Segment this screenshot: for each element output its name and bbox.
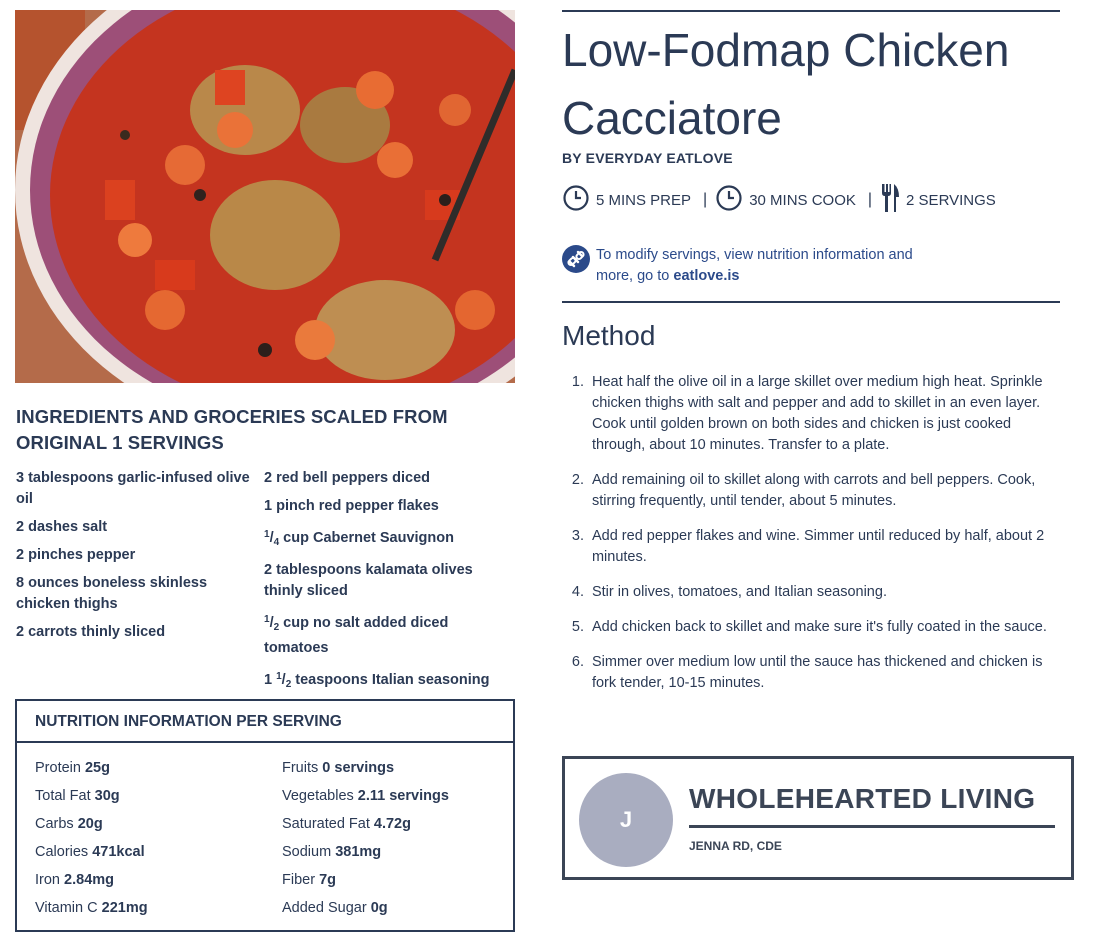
recipe-title: Low-Fodmap Chicken Cacciatore <box>562 24 1010 144</box>
section-divider <box>562 301 1060 303</box>
promo-text <box>596 245 926 287</box>
ingredient-item: 1 pinch red pepper flakes <box>264 498 439 514</box>
brand-name: WHOLEHEARTED LIVING <box>689 783 1036 814</box>
fork-knife-icon <box>880 182 900 218</box>
nutrition-panel <box>15 699 515 932</box>
method-step <box>562 372 1062 456</box>
nutrition-row: Sodium 381mg <box>282 844 382 860</box>
step-text: Add red pepper flakes and wine. Simmer until reduced by half, about 2 minutes. <box>591 528 1045 565</box>
promo-note[interactable] <box>562 245 926 287</box>
step-text: Heat half the olive oil in a large skillet over medium high heat. Sprinkle chicken thighs with salt and pepper and add to skillet in an even layer. Cook until golden brown on both sides and chicken is just cooked through, about 10 minutes. Transfer to a plate. <box>591 374 1043 453</box>
recipe-photo <box>15 10 515 383</box>
nutrition-row: Fiber 7g <box>282 872 336 888</box>
ingredient-item: $^1/_2$ cup no salt added diced tomatoes <box>264 614 449 656</box>
ingredient-item: $^1/_4$ cup Cabernet Sauvignon <box>264 529 454 548</box>
ingredient-item: 2 pinches pepper <box>16 547 136 563</box>
step-text: Stir in olives, tomatoes, and Italian seasoning. <box>591 584 887 600</box>
ingredient-item: 8 ounces boneless skinless chicken thighs <box>16 575 208 612</box>
nutrition-row: Added Sugar 0g <box>282 900 388 916</box>
ingredients-heading: INGREDIENTS AND GROCERIES SCALED FROM ORIGINAL 1 SERVINGS <box>16 406 448 453</box>
nutrition-grid <box>35 758 505 926</box>
ingredient-item: 3 tablespoons garlic-infused olive oil <box>16 470 250 507</box>
brand-card <box>562 756 1074 880</box>
ingredient-item: 1 $^1/_2$ teaspoons Italian seasoning <box>264 671 490 690</box>
step-number: 5. <box>571 619 584 635</box>
brand-underline <box>689 825 1055 828</box>
link-icon <box>562 245 590 273</box>
ingredients-right-column <box>264 468 514 702</box>
ingredient-item: 2 dashes salt <box>16 519 108 535</box>
ingredients-left-column <box>16 468 264 702</box>
avatar: J <box>579 773 673 867</box>
method-step <box>562 582 1062 603</box>
step-text: Simmer over medium low until the sauce has thickened and chicken is fork tender, 10-15 minutes. <box>591 654 1043 691</box>
nutrition-row: Protein 25g <box>35 760 110 776</box>
nutrition-row: Calories 471kcal <box>35 844 145 860</box>
method-step <box>562 652 1062 694</box>
nutrition-row: Vitamin C 221mg <box>35 900 148 916</box>
nutrition-heading: NUTRITION INFORMATION PER SERVING <box>17 701 513 743</box>
brand-subtitle: JENNA RD, CDE <box>689 839 782 853</box>
step-text: Add remaining oil to skillet along with carrots and bell peppers. Cook, stirring frequently, until tender, about 5 minutes. <box>591 472 1036 509</box>
ingredient-item: 2 red bell peppers diced <box>264 470 430 486</box>
step-number: 1. <box>571 374 584 390</box>
method-heading: Method <box>562 320 656 351</box>
recipe-meta <box>562 184 996 216</box>
top-divider <box>562 10 1060 12</box>
recipe-author: BY EVERYDAY EATLOVE <box>562 150 733 166</box>
prep-time: 5 MINS PREP <box>596 191 692 209</box>
nutrition-row: Total Fat 30g <box>35 788 120 804</box>
nutrition-row: Iron 2.84mg <box>35 872 115 888</box>
step-number: 3. <box>571 528 584 544</box>
step-text: Add chicken back to skillet and make sure it's fully coated in the sauce. <box>591 619 1047 635</box>
ingredient-item: 2 carrots thinly sliced <box>16 624 166 640</box>
nutrition-row: Vegetables 2.11 servings <box>282 788 449 804</box>
step-number: 4. <box>571 584 584 600</box>
method-step <box>562 526 1062 568</box>
nutrition-left-column <box>35 758 282 926</box>
nutrition-row: Carbs 20g <box>35 816 103 832</box>
clock-icon <box>715 184 743 216</box>
method-step <box>562 470 1062 512</box>
nutrition-row: Fruits 0 servings <box>282 760 395 776</box>
cook-time: 30 MINS COOK <box>749 191 856 209</box>
nutrition-right-column <box>282 758 502 926</box>
method-steps <box>562 372 1062 708</box>
meta-separator: | <box>703 191 708 208</box>
nutrition-row: Saturated Fat 4.72g <box>282 816 411 832</box>
step-number: 2. <box>571 472 584 488</box>
meta-separator: | <box>867 191 873 208</box>
step-number: 6. <box>571 654 584 670</box>
eatlove-link[interactable]: eatlove.is <box>673 268 740 284</box>
method-step <box>562 617 1062 638</box>
promo-body: To modify servings, view nutrition information and more, go to <box>596 247 913 284</box>
clock-icon <box>562 184 590 216</box>
ingredients-list <box>16 468 516 702</box>
chicken-cacciatore-image <box>15 10 515 383</box>
ingredient-item: 2 tablespoons kalamata olives thinly sliced <box>264 562 473 599</box>
servings: 2 SERVINGS <box>906 191 996 209</box>
